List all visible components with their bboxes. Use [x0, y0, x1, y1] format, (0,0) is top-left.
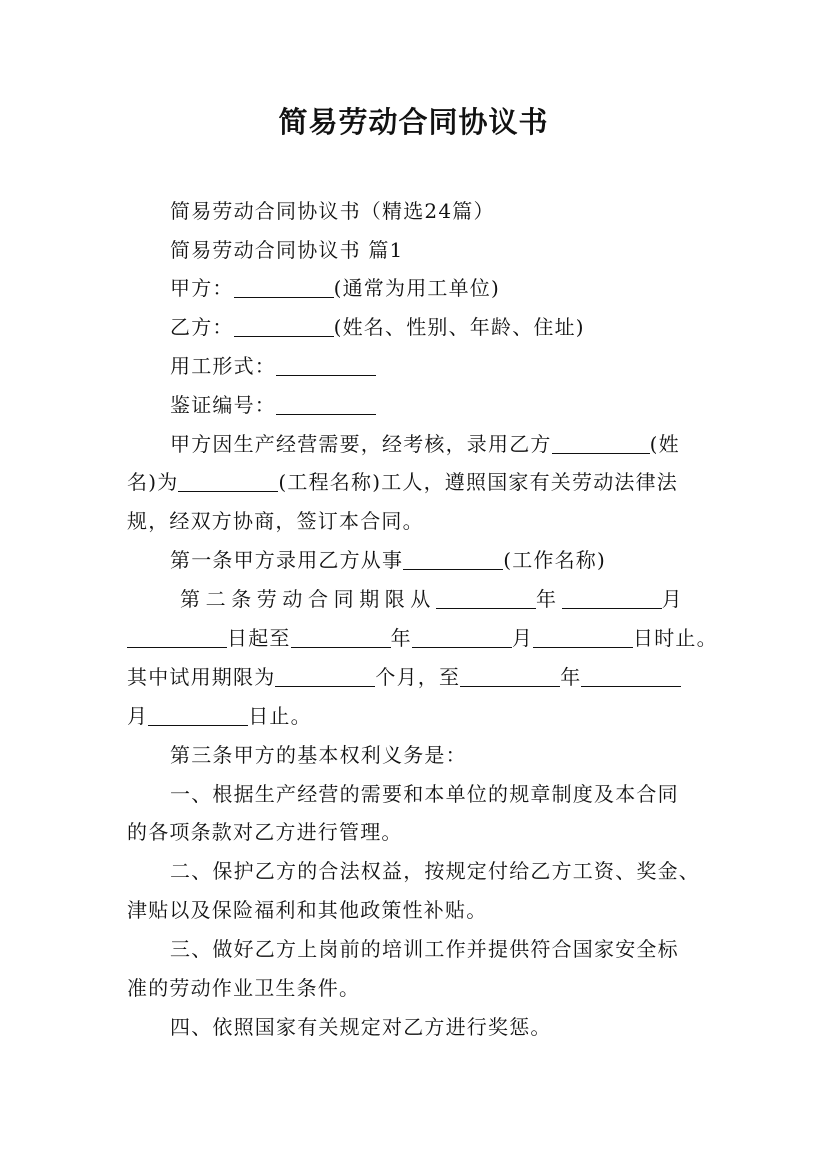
party-a-label: 甲方：	[170, 276, 234, 300]
intro-text-1: 甲方因生产经营需要，经考核，录用乙方	[170, 432, 552, 456]
end-month-label: 月	[511, 626, 534, 650]
article-2-line-3	[127, 662, 681, 692]
intro-text-2b: (工程名称)工人，遵照国家有关劳动法律法	[278, 470, 679, 494]
end-year-label: 年	[390, 626, 412, 650]
subtitle-line: 简易劳动合同协议书（精选24篇）	[170, 199, 495, 223]
certification-no-line	[170, 390, 376, 420]
party-a-blank	[234, 277, 334, 298]
item-1-line-2: 的各项条款对乙方进行管理。	[127, 820, 403, 844]
article-1-text: 第一条甲方录用乙方从事	[170, 548, 404, 572]
article-2-line-2	[127, 623, 718, 653]
start-month-blank	[562, 588, 662, 609]
party-b-label: 乙方：	[170, 315, 234, 339]
start-day-blank	[127, 627, 227, 648]
chapter-heading: 简易劳动合同协议书 篇1	[170, 238, 404, 262]
job-name-blank	[403, 549, 503, 570]
probation-until: 个月，至	[375, 665, 461, 689]
employment-form-line	[170, 351, 376, 381]
article-3-heading: 第三条甲方的基本权利义务是：	[170, 743, 467, 767]
item-2-line-1: 二、保护乙方的合法权益，按规定付给乙方工资、奖金、	[170, 859, 700, 883]
item-1-line-1: 一、根据生产经营的需要和本单位的规章制度及本合同	[170, 782, 679, 806]
end-month-blank	[412, 627, 512, 648]
item-2-line-2: 津贴以及保险福利和其他政策性补贴。	[127, 898, 488, 922]
article-1-note: (工作名称)	[503, 548, 607, 572]
start-month-label: 月	[661, 587, 688, 611]
party-a-line	[170, 273, 500, 303]
article-2-line-1	[180, 584, 687, 614]
certification-no-label: 鉴证编号：	[170, 393, 276, 417]
probation-text: 其中试用期限为	[127, 665, 276, 689]
probation-year-label: 年	[560, 665, 582, 689]
intro-text-2a: 名)为	[127, 470, 179, 494]
project-name-blank	[178, 471, 278, 492]
end-year-blank	[291, 627, 391, 648]
item-4-line: 四、依照国家有关规定对乙方进行奖惩。	[170, 1015, 552, 1039]
start-year-label: 年	[536, 587, 562, 611]
start-year-blank	[436, 588, 536, 609]
probation-end-label: 日止。	[248, 704, 312, 728]
party-a-note: (通常为用工单位)	[333, 276, 501, 300]
employment-form-label: 用工形式：	[170, 354, 276, 378]
article-1-line	[170, 545, 606, 575]
party-b-blank	[234, 316, 334, 337]
certification-no-blank	[276, 394, 376, 415]
article-2-line-4	[127, 701, 312, 731]
probation-month-label: 月	[127, 704, 149, 728]
end-day-label: 日时止。	[633, 626, 718, 650]
probation-months-blank	[275, 666, 375, 687]
intro-paragraph-line-3: 规，经双方协商，签订本合同。	[127, 509, 424, 533]
employee-name-blank	[552, 433, 650, 454]
intro-paragraph-line-1	[170, 429, 680, 459]
article-2-from: 日起至	[227, 626, 291, 650]
document-title: 简易劳动合同协议书	[278, 105, 549, 139]
probation-month-blank	[581, 666, 681, 687]
probation-year-blank	[460, 666, 560, 687]
end-day-blank	[533, 627, 633, 648]
party-b-line	[170, 312, 585, 342]
intro-paragraph-line-2	[127, 467, 678, 497]
employment-form-blank	[276, 355, 376, 376]
article-2-text: 第二条劳动合同期限从	[180, 587, 436, 611]
item-3-line-1: 三、做好乙方上岗前的培训工作并提供符合国家安全标	[170, 937, 679, 961]
probation-day-blank	[148, 705, 248, 726]
intro-text-1b: (姓	[649, 432, 680, 456]
item-3-line-2: 准的劳动作业卫生条件。	[127, 976, 361, 1000]
party-b-note: (姓名、性别、年龄、住址)	[333, 315, 585, 339]
